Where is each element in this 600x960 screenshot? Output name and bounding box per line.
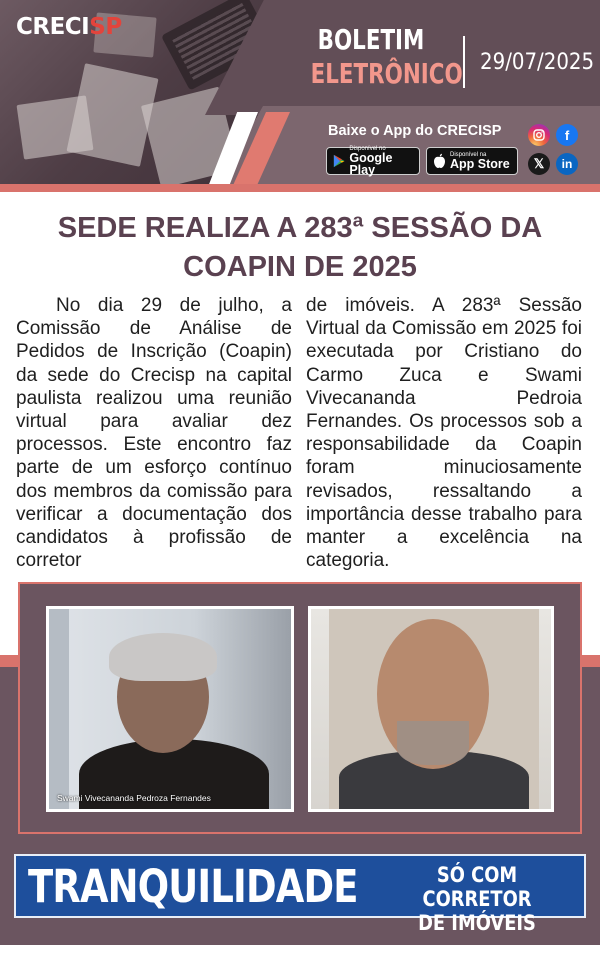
google-play-button[interactable] bbox=[326, 147, 420, 175]
facebook-icon[interactable]: f bbox=[556, 124, 578, 146]
title-line-2: ELETRÔNICO bbox=[310, 57, 463, 90]
apple-icon bbox=[433, 153, 446, 169]
logo-main-text: CRECI bbox=[16, 14, 90, 40]
newsletter-header bbox=[0, 0, 600, 192]
article-column-right: de imóveis. A 283ª Sessão Virtual da Comissão em 2025 foi executada por Cristiano do Carmo Zuca e Swami Vivecananda Pedroia Fernandes. Os processos sob a responsabilidade da Coapin foram minuciosamente revisados, ressaltando a importância desse trabalho para manter a excelência na categoria. bbox=[306, 295, 582, 572]
footer-margin bbox=[0, 945, 600, 960]
issue-date: 29/07/2025 bbox=[480, 50, 595, 75]
app-store-small-text: Disponível na bbox=[450, 151, 487, 158]
article-column-left: No dia 29 de julho, a Comissão de Análise de Pedidos de Inscrição (Coapin) da sede do Crecisp na capital paulista realizou uma reunião virtual para avaliar dez processos. Este encontro faz parte de um esforço contínuo dos membros da comissão para verificar a documentação dos candidatos à profissão de corretor bbox=[16, 295, 292, 572]
banner-side-text bbox=[396, 863, 558, 935]
google-play-icon bbox=[333, 153, 345, 169]
banner-main-text: TRANQUILIDADE bbox=[28, 859, 358, 913]
google-play-small-text: Disponível no bbox=[349, 145, 386, 152]
app-store-button[interactable] bbox=[426, 147, 518, 175]
instagram-icon[interactable] bbox=[528, 124, 550, 146]
logo-accent-text: SP bbox=[89, 14, 122, 40]
header-divider bbox=[463, 36, 465, 88]
app-promo-text: Baixe o App do CRECISP bbox=[328, 123, 502, 139]
google-play-label: Google Play bbox=[349, 150, 393, 177]
app-store-label: App Store bbox=[450, 156, 510, 171]
linkedin-icon[interactable]: in bbox=[556, 153, 578, 175]
crecisp-logo[interactable] bbox=[16, 14, 122, 40]
article-headline: SEDE REALIZA A 283ª SESSÃO DA COAPIN DE 2025 bbox=[57, 212, 543, 283]
banner-side-line-2: DE IMÓVEIS bbox=[418, 911, 536, 935]
meeting-photo-left bbox=[46, 606, 294, 812]
banner-side-line-1: SÓ COM CORRETOR bbox=[422, 863, 532, 911]
photo-caption: Swami Vivecananda Pedroza Fernandes bbox=[57, 793, 211, 803]
x-icon[interactable]: 𝕏 bbox=[528, 153, 550, 175]
title-line-1: BOLETIM bbox=[317, 23, 425, 56]
promo-banner[interactable] bbox=[14, 854, 586, 935]
meeting-photo-right bbox=[308, 606, 554, 812]
newsletter-title bbox=[300, 23, 463, 90]
